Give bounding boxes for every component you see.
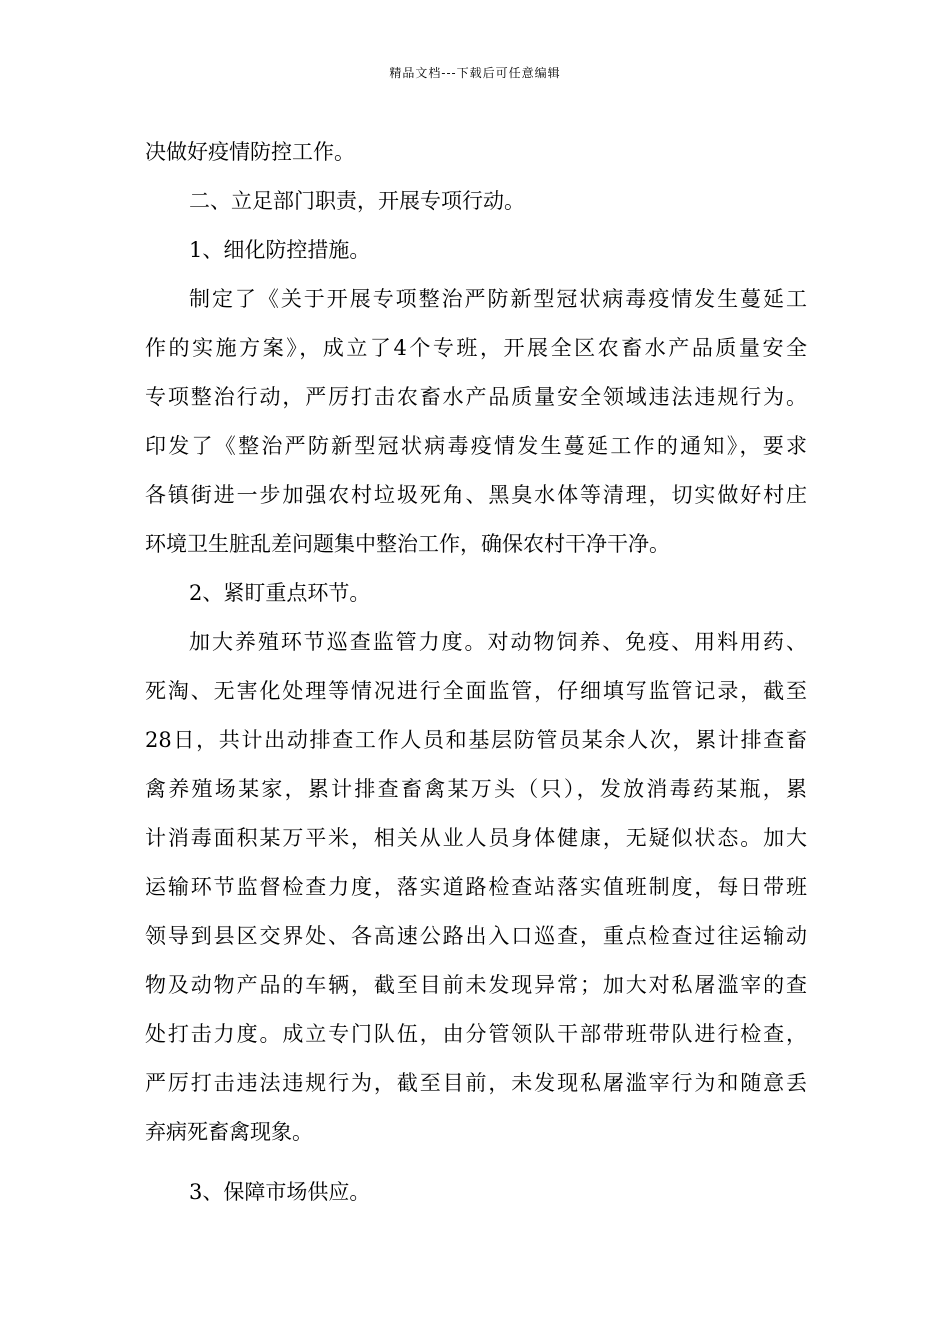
document-body bbox=[145, 128, 807, 1217]
paragraph-line: 死淘、无害化处理等情况进行全面监管，仔细填写监管记录，截至 bbox=[145, 679, 807, 703]
paragraph-line: 制定了《关于开展专项整治严防新型冠状病毒疫情发生蔓延工 bbox=[189, 287, 807, 311]
subsection-heading: 2、紧盯重点环节。 bbox=[189, 581, 371, 605]
paragraph-line: 计消毒面积某万平米，相关从业人员身体健康，无疑似状态。加大 bbox=[145, 826, 807, 850]
paragraph-line: 印发了《整治严防新型冠状病毒疫情发生蔓延工作的通知》，要求 bbox=[145, 434, 807, 458]
page-header: 精品文档---下载后可任意编辑 bbox=[389, 66, 561, 80]
paragraph-line: 环境卫生脏乱差问题集中整治工作，确保农村干净干净。 bbox=[145, 532, 670, 556]
paragraph-line: 加大养殖环节巡查监管力度。对动物饲养、免疫、用料用药、 bbox=[189, 630, 807, 654]
paragraph-line: 专项整治行动，严厉打击农畜水产品质量安全领域违法违规行为。 bbox=[145, 385, 807, 409]
paragraph-line: 弃病死畜禽现象。 bbox=[145, 1120, 313, 1144]
paragraph-line: 决做好疫情防控工作。 bbox=[145, 140, 355, 164]
paragraph-line: 运输环节监督检查力度，落实道路检查站落实值班制度，每日带班 bbox=[145, 875, 807, 899]
paragraph-line: 物及动物产品的车辆，截至目前未发现异常；加大对私屠滥宰的查 bbox=[145, 973, 807, 997]
paragraph-line: 严厉打击违法违规行为，截至目前，未发现私屠滥宰行为和随意丢 bbox=[145, 1071, 807, 1095]
paragraph-line: 处打击力度。成立专门队伍，由分管领队干部带班带队进行检查， bbox=[145, 1022, 807, 1046]
paragraph-line: 28日，共计出动排查工作人员和基层防管员某余人次，累计排查畜 bbox=[145, 728, 807, 752]
subsection-heading: 3、保障市场供应。 bbox=[189, 1180, 371, 1204]
subsection-heading: 1、细化防控措施。 bbox=[189, 238, 371, 262]
section-heading: 二、立足部门职责，开展专项行动。 bbox=[189, 189, 525, 213]
paragraph-line: 作的实施方案》，成立了4个专班，开展全区农畜水产品质量安全 bbox=[145, 336, 807, 360]
paragraph-line: 各镇街进一步加强农村垃圾死角、黑臭水体等清理，切实做好村庄 bbox=[145, 483, 807, 507]
paragraph-line: 领导到县区交界处、各高速公路出入口巡查，重点检查过往运输动 bbox=[145, 924, 807, 948]
paragraph-line: 禽养殖场某家，累计排查畜禽某万头（只），发放消毒药某瓶，累 bbox=[145, 777, 807, 801]
